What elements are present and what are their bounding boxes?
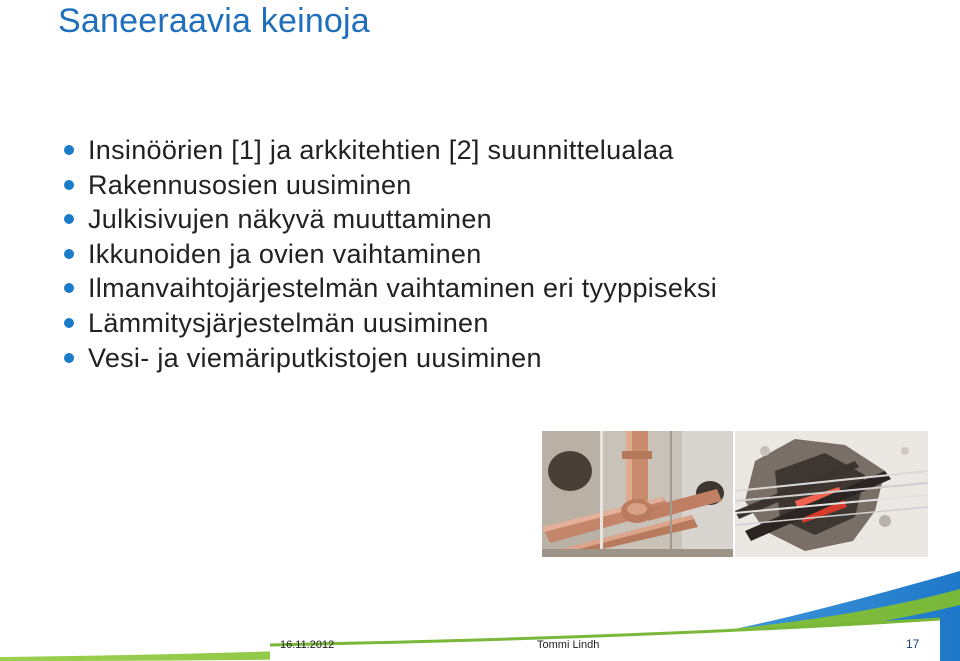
bullet-item — [62, 237, 717, 272]
bullet-item — [62, 271, 717, 306]
bullet-dot-icon — [64, 180, 74, 190]
bullet-dot-icon — [64, 145, 74, 155]
bullet-text: Insinöörien [1] ja arkkitehtien [2] suunnittelualaa — [88, 135, 674, 165]
bullet-text: Ilmanvaihtojärjestelmän vaihtaminen eri tyyppiseksi — [88, 273, 718, 304]
footer-wave-decoration — [0, 571, 960, 661]
bullet-dot-icon — [64, 318, 74, 328]
bullet-text: Julkisivujen näkyvä muuttaminen — [88, 204, 492, 235]
bullet-item — [62, 168, 717, 203]
footer-author: Tommi Lindh — [537, 639, 600, 651]
page-number: 17 — [906, 637, 920, 651]
bullet-item — [62, 133, 717, 168]
pipe-photo-left — [542, 431, 733, 557]
bullet-list — [62, 133, 717, 375]
bullet-item — [62, 341, 717, 376]
bullet-dot-icon — [64, 283, 74, 293]
bullet-item — [62, 202, 717, 237]
bullet-dot-icon — [64, 214, 74, 224]
bullet-text: Lämmitysjärjestelmän uusiminen — [88, 307, 489, 338]
bullet-text: Ikkunoiden ja ovien vaihtaminen — [88, 238, 482, 269]
bullet-text: Vesi- ja viemäriputkistojen uusiminen — [88, 342, 542, 373]
bullet-item — [62, 306, 717, 341]
bullet-dot-icon — [64, 353, 74, 363]
bullet-text: Rakennusosien uusiminen — [88, 169, 412, 200]
footer-date: 16.11.2012 — [280, 639, 335, 651]
slide-title: Saneeraavia keinoja — [58, 2, 370, 40]
bullet-dot-icon — [64, 249, 74, 259]
pipe-photo-right — [735, 431, 928, 557]
